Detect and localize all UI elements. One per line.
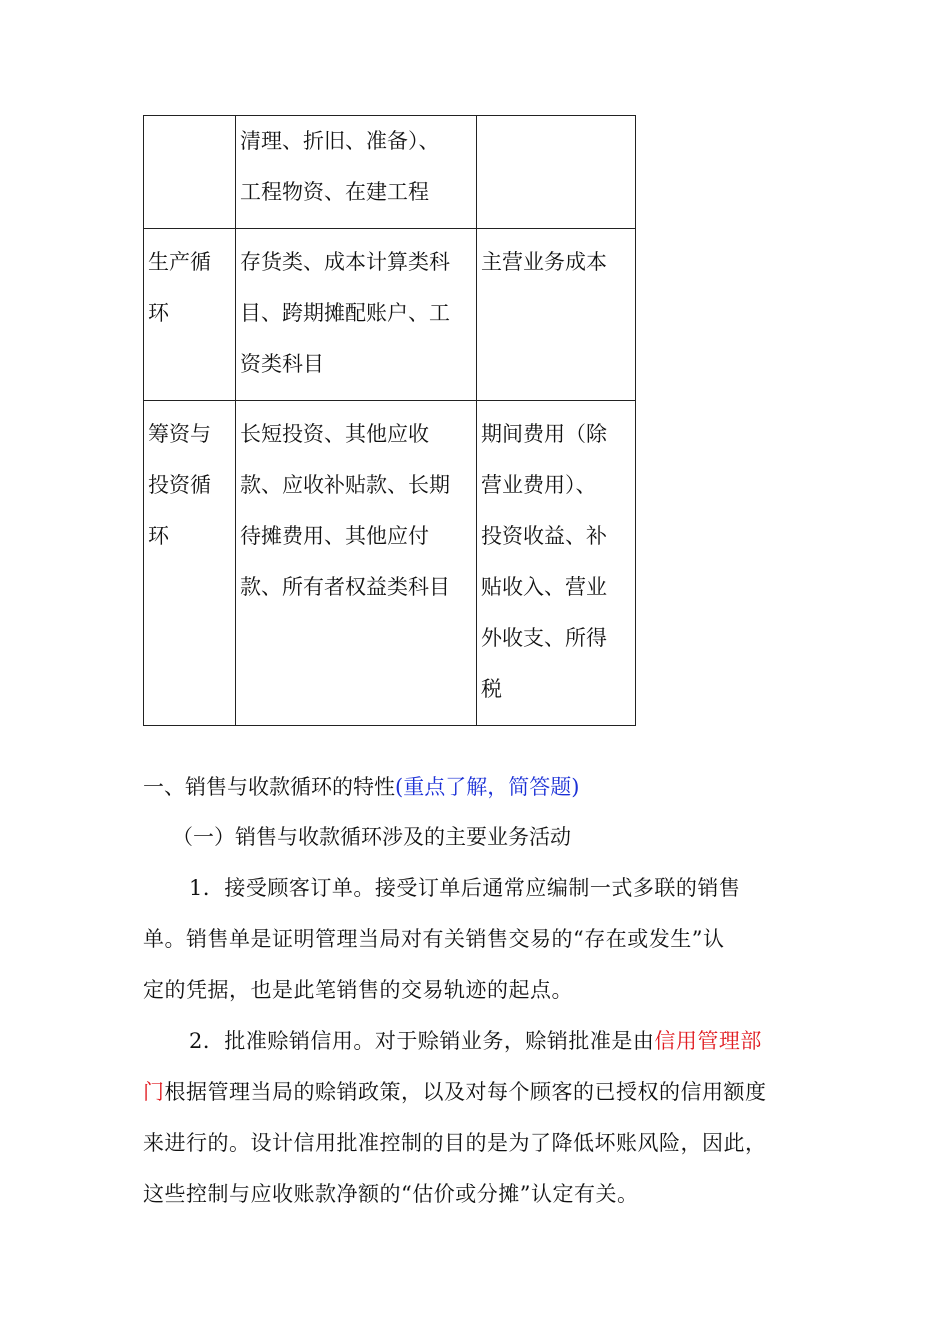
table-cell-balance-accounts: 长短投资、其他应收 款、应收补贴款、长期 待摊费用、其他应付 款、所有者权益类科目: [236, 401, 477, 726]
cycle-accounts-table: [143, 115, 636, 726]
table-row: [144, 229, 636, 401]
sub-heading: （一）销售与收款循环涉及的主要业务活动: [172, 825, 571, 849]
paragraph-order-acceptance: 1．接受顾客订单。接受订单后通常应编制一式多联的销售 单。销售单是证明管理当局对有关销售交易的“存在或发生”认 定的凭据，也是此笔销售的交易轨迹的起点。: [143, 876, 741, 1002]
table-cell-income-accounts: [477, 116, 636, 229]
highlight-credit-dept-end: 门: [143, 1080, 165, 1104]
table-cell-cycle: 筹资与 投资循 环: [144, 401, 236, 726]
table-row: [144, 116, 636, 229]
section-heading-text: 一、销售与收款循环的特性: [143, 775, 395, 799]
section-heading-note: (重点了解，简答题): [395, 775, 580, 799]
table-cell-cycle: [144, 116, 236, 229]
section-heading: [143, 762, 833, 813]
table-row: [144, 401, 636, 726]
table-cell-balance-accounts: 存货类、成本计算类科 目、跨期摊配账户、工 资类科目: [236, 229, 477, 401]
table-cell-cycle: 生产循 环: [144, 229, 236, 401]
paragraph-credit-approval: 2．批准赊销信用。对于赊销业务，赊销批准是由信用管理部 门根据管理当局的赊销政策，以及对每个顾客的已授权的信用额度 来进行的。设计信用批准控制的目的是为了降低坏账风险，因此， 这些控制与应收账款净额的“估价或分摊”认定有关。: [143, 1029, 767, 1206]
table-cell-income-accounts: 主营业务成本: [477, 229, 636, 401]
table-cell-income-accounts: 期间费用（除 营业费用）、 投资收益、补 贴收入、营业 外收支、所得 税: [477, 401, 636, 726]
table-cell-balance-accounts: 清理、折旧、准备）、 工程物资、在建工程: [236, 116, 477, 229]
highlight-credit-dept: 信用管理部: [654, 1029, 762, 1053]
